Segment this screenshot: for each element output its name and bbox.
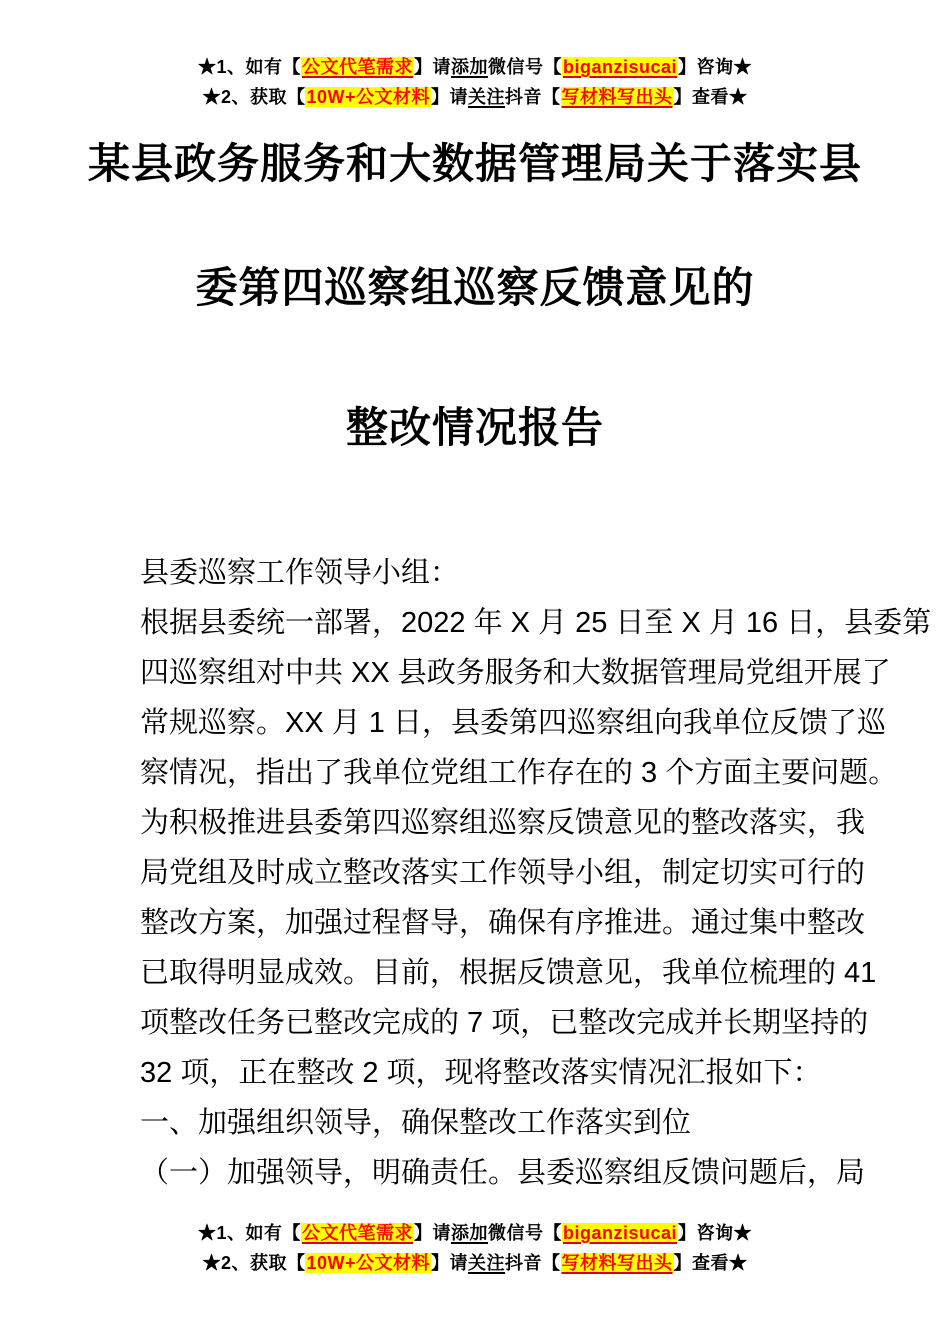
douyin-id-term: 写材料写出头 xyxy=(561,1253,673,1273)
body-line: 项整改任务已整改完成的 7 项，已整改完成并长期坚持的 xyxy=(140,1007,869,1039)
promo-footer-line-2 xyxy=(0,1248,950,1278)
promo-text: 抖音【 xyxy=(505,87,561,107)
promo-text: 】请 xyxy=(413,57,451,77)
promo-text: 微信号【 xyxy=(487,1223,562,1243)
title-line-3: 整改情况报告 xyxy=(345,404,604,451)
body-salutation: 县委巡察工作领导小组： xyxy=(140,557,460,589)
douyin-id-term: 写材料写出头 xyxy=(561,87,673,107)
promo-text: 】请 xyxy=(413,1223,451,1243)
promo-text: 】查看★ xyxy=(673,1253,748,1273)
document-body xyxy=(140,548,932,1198)
body-line: 局党组及时成立整改落实工作领导小组，制定切实可行的 xyxy=(140,857,866,889)
promo-footer-line-1 xyxy=(0,1218,950,1248)
underlined-text: 关注 xyxy=(468,87,506,107)
title-line-1: 某县政务服务和大数据管理局关于落实县 xyxy=(87,140,862,187)
promo-footer xyxy=(0,1218,950,1278)
promo-text: 】请 xyxy=(431,1253,469,1273)
highlighted-term: 10W+公文材料 xyxy=(306,1253,431,1273)
title-line-2: 委第四巡察组巡察反馈意见的 xyxy=(195,264,755,311)
wechat-id-term: biganzisucai xyxy=(562,57,678,77)
underlined-text: 添加 xyxy=(450,57,488,77)
body-line: 已取得明显成效。目前，根据反馈意见，我单位梳理的 41 xyxy=(140,957,877,989)
underlined-text: 关注 xyxy=(468,1253,506,1273)
body-line: 察情况，指出了我单位党组工作存在的 3 个方面主要问题。 xyxy=(140,757,898,789)
promo-text: 微信号【 xyxy=(487,57,562,77)
promo-header-line-1 xyxy=(0,52,950,82)
body-line: 为积极推进县委第四巡察组巡察反馈意见的整改落实，我 xyxy=(140,807,866,839)
section-heading: 一、加强组织领导，确保整改工作落实到位 xyxy=(140,1107,692,1139)
body-line: 整改方案，加强过程督导，确保有序推进。通过集中整改 xyxy=(140,907,866,939)
promo-text: 】咨询★ xyxy=(678,1223,753,1243)
promo-text: ★1、如有【 xyxy=(197,57,301,77)
body-line: 32 项，正在整改 2 项，现将整改落实情况汇报如下： xyxy=(140,1057,822,1089)
body-line: 四巡察组对中共 XX 县政务服务和大数据管理局党组开展了 xyxy=(140,657,891,689)
promo-text: ★2、获取【 xyxy=(202,1253,306,1273)
wechat-id-term: biganzisucai xyxy=(562,1223,678,1243)
body-line: 根据县委统一部署，2022 年 X 月 25 日至 X 月 16 日，县委第 xyxy=(140,607,932,639)
promo-text: 】查看★ xyxy=(673,87,748,107)
promo-text: 】咨询★ xyxy=(678,57,753,77)
highlighted-term: 公文代笔需求 xyxy=(301,1223,413,1243)
document-title xyxy=(0,140,950,452)
promo-text: ★1、如有【 xyxy=(197,1223,301,1243)
promo-text: ★2、获取【 xyxy=(202,87,306,107)
body-line: 常规巡察。XX 月 1 日，县委第四巡察组向我单位反馈了巡 xyxy=(140,707,886,739)
promo-header-line-2 xyxy=(0,82,950,112)
promo-text: 】请 xyxy=(431,87,469,107)
highlighted-term: 10W+公文材料 xyxy=(306,87,431,107)
underlined-text: 添加 xyxy=(450,1223,488,1243)
highlighted-term: 公文代笔需求 xyxy=(301,57,413,77)
promo-text: 抖音【 xyxy=(505,1253,561,1273)
promo-header xyxy=(0,0,950,112)
subsection-heading: （一）加强领导，明确责任。县委巡察组反馈问题后，局 xyxy=(140,1157,866,1189)
